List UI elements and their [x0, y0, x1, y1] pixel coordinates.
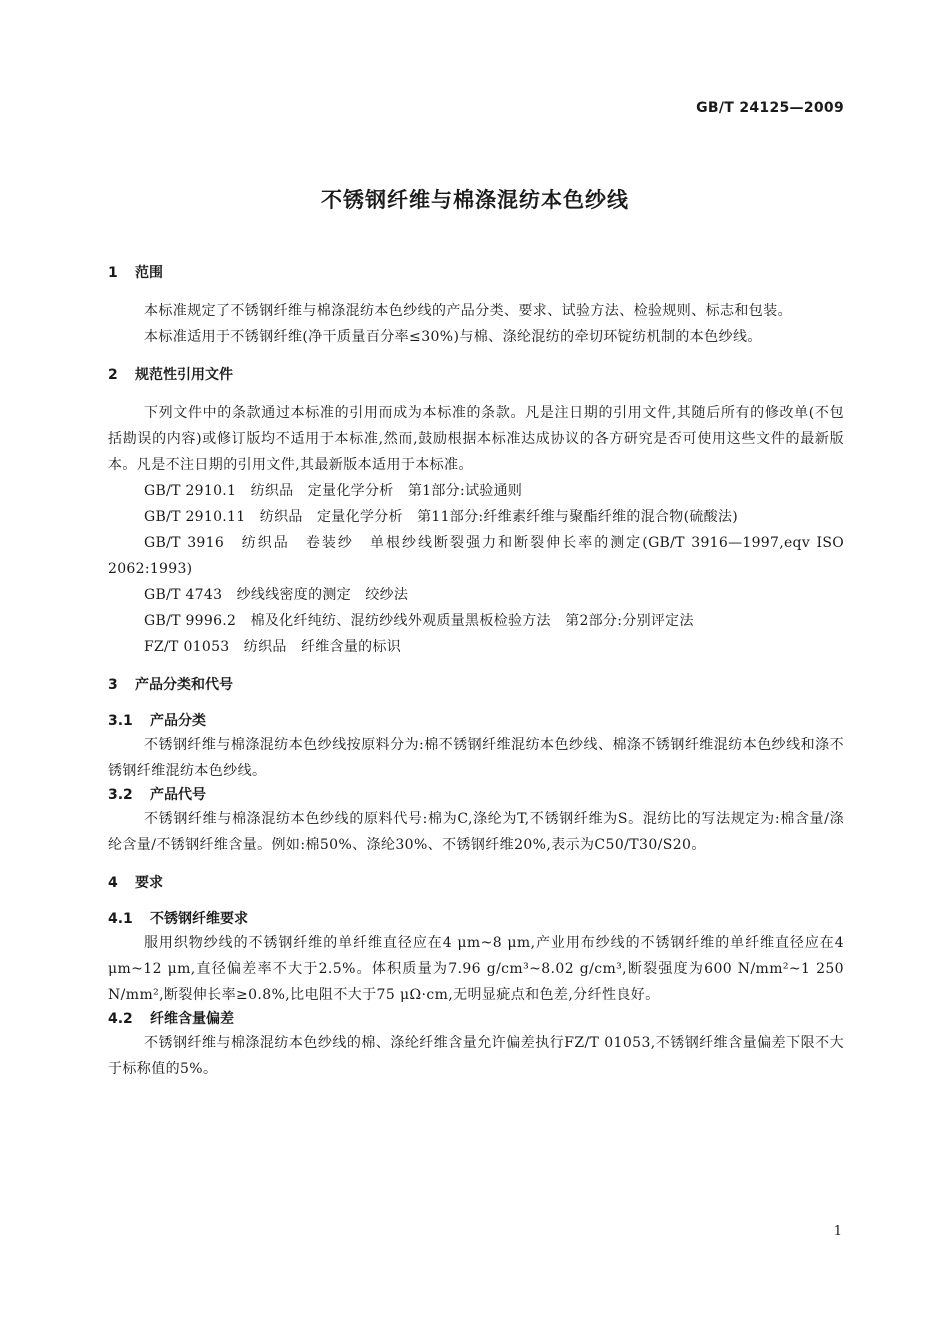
section-title: 范围	[135, 265, 163, 281]
paragraph: 不锈钢纤维与棉涤混纺本色纱线的棉、涤纶纤维含量允许偏差执行FZ/T 01053,不锈钢纤维含量偏差下限不大于标称值的5%。	[108, 1035, 844, 1077]
reference-item: GB/T 2910.11 纺织品 定量化学分析 第11部分:纤维素纤维与聚酯纤维的混合物(硫酸法)	[144, 509, 739, 525]
section-title: 规范性引用文件	[135, 367, 233, 383]
paragraph: 本标准适用于不锈钢纤维(净干质量百分率≤30%)与棉、涤纶混纺的牵切环锭纺机制的本色纱线。	[144, 329, 762, 345]
section-number: 1	[108, 265, 118, 281]
reference-item: GB/T 2910.1 纺织品 定量化学分析 第1部分:试验通则	[144, 483, 523, 499]
subsection-4-1-heading	[108, 908, 844, 930]
paragraph: 不锈钢纤维与棉涤混纺本色纱线的原料代号:棉为C,涤纶为T,不锈钢纤维为S。混纺比的写法规定为:棉含量/涤纶含量/不锈钢纤维含量。例如:棉50%、涤纶30%、不锈钢纤维20%,表示为C50/T30/S20。	[108, 811, 844, 853]
paragraph: 服用织物纱线的不锈钢纤维的单纤维直径应在4 μm~8 μm,产业用布纱线的不锈钢纤维的单纤维直径应在4 μm~12 μm,直径偏差率不大于2.5%。体积质量为7.96 g/cm³~8.02 g/cm³,断裂强度为600 N/mm²~1 250 N/mm²,断裂伸长率≥0.8%,比电阻不大于75 μΩ·cm,无明显疵点和色差,分纤性良好。	[108, 935, 844, 1003]
reference-item: FZ/T 01053 纺织品 纤维含量的标识	[144, 639, 402, 655]
subsection-title: 纤维含量偏差	[150, 1011, 234, 1027]
standard-number: GB/T 24125—2009	[696, 100, 844, 116]
subsection-number: 4.1	[108, 911, 133, 927]
section-number: 4	[108, 875, 118, 891]
section-3-heading	[108, 674, 844, 696]
section-number: 2	[108, 367, 118, 383]
subsection-4-2-heading	[108, 1008, 844, 1030]
paragraph: 本标准规定了不锈钢纤维与棉涤混纺本色纱线的产品分类、要求、试验方法、检验规则、标志和包装。	[144, 303, 792, 319]
section-2-heading	[108, 364, 844, 386]
subsection-number: 3.2	[108, 787, 133, 803]
section-title: 产品分类和代号	[135, 677, 233, 693]
subsection-number: 4.2	[108, 1011, 133, 1027]
document-title: 不锈钢纤维与棉涤混纺本色纱线	[321, 188, 629, 212]
document-body	[108, 262, 844, 1082]
section-4-heading	[108, 872, 844, 894]
reference-item: GB/T 3916 纺织品 卷装纱 单根纱线断裂强力和断裂伸长率的测定(GB/T 3916—1997,eqv ISO 2062:1993)	[108, 535, 844, 577]
section-number: 3	[108, 677, 118, 693]
paragraph: 不锈钢纤维与棉涤混纺本色纱线按原料分为:棉不锈钢纤维混纺本色纱线、棉涤不锈钢纤维混纺本色纱线和涤不锈钢纤维混纺本色纱线。	[108, 737, 844, 779]
subsection-number: 3.1	[108, 713, 133, 729]
section-1-heading	[108, 262, 844, 284]
reference-item: GB/T 4743 纱线线密度的测定 绞纱法	[144, 587, 409, 603]
paragraph: 下列文件中的条款通过本标准的引用而成为本标准的条款。凡是注日期的引用文件,其随后所有的修改单(不包括勘误的内容)或修订版均不适用于本标准,然而,鼓励根据本标准达成协议的各方研究是否可使用这些文件的最新版本。凡是不注日期的引用文件,其最新版本适用于本标准。	[108, 405, 844, 473]
section-title: 要求	[135, 875, 163, 891]
subsection-title: 不锈钢纤维要求	[150, 911, 248, 927]
page-number: 1	[833, 1224, 842, 1239]
subsection-3-2-heading	[108, 784, 844, 806]
subsection-title: 产品分类	[150, 713, 206, 729]
subsection-title: 产品代号	[150, 787, 206, 803]
subsection-3-1-heading	[108, 710, 844, 732]
reference-item: GB/T 9996.2 棉及化纤纯纺、混纺纱线外观质量黑板检验方法 第2部分:分别评定法	[144, 613, 694, 629]
